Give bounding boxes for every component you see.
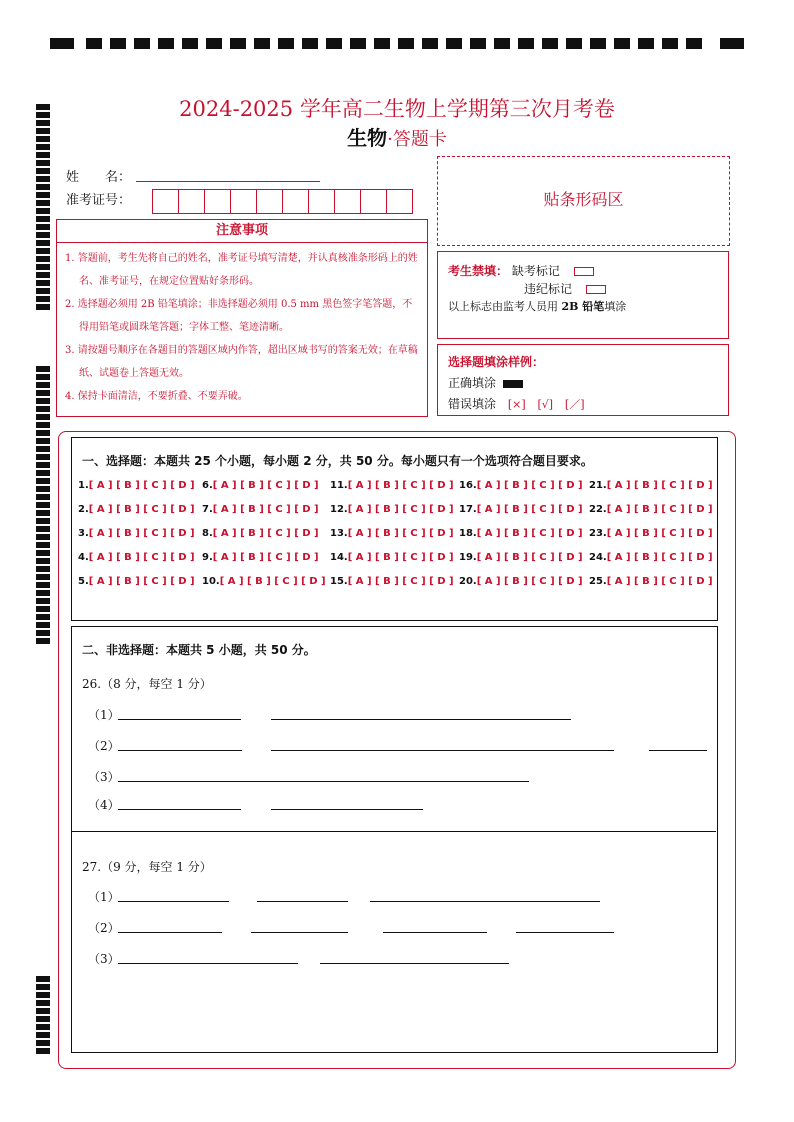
choice-question bbox=[589, 576, 713, 587]
timing-mark bbox=[36, 430, 50, 436]
question-number: 18. bbox=[459, 528, 477, 539]
question-number: 15. bbox=[330, 576, 348, 587]
timing-mark bbox=[36, 152, 50, 158]
q27-title: 27.（9 分，每空 1 分） bbox=[82, 860, 212, 874]
timing-mark bbox=[254, 38, 270, 49]
timing-mark bbox=[36, 374, 50, 380]
timing-mark bbox=[36, 486, 50, 492]
timing-mark bbox=[36, 614, 50, 620]
answer-blank[interactable] bbox=[370, 901, 600, 902]
question-number: 13. bbox=[330, 528, 348, 539]
choice-options[interactable]: [ A ] [ B ] [ C ] [ D ] bbox=[88, 528, 195, 539]
choice-question bbox=[78, 552, 195, 563]
choice-question bbox=[78, 504, 195, 515]
answer-blank[interactable] bbox=[118, 901, 229, 902]
timing-mark bbox=[36, 208, 50, 214]
id-digit-box[interactable] bbox=[335, 190, 361, 213]
choice-options[interactable]: [ A ] [ B ] [ C ] [ D ] bbox=[212, 528, 319, 539]
timing-mark bbox=[36, 1040, 50, 1046]
timing-mark bbox=[36, 454, 50, 460]
answer-blank[interactable] bbox=[118, 781, 529, 782]
timing-mark bbox=[446, 38, 462, 49]
exam-id-boxes[interactable] bbox=[152, 189, 413, 214]
id-digit-box[interactable] bbox=[283, 190, 309, 213]
answer-blank[interactable] bbox=[118, 932, 222, 933]
name-field[interactable] bbox=[136, 180, 320, 182]
q26-part-label: （2） bbox=[88, 739, 120, 753]
timing-mark bbox=[36, 494, 50, 500]
choice-question bbox=[330, 552, 454, 563]
choice-options[interactable]: [ A ] [ B ] [ C ] [ D ] bbox=[347, 480, 454, 491]
choice-question bbox=[202, 480, 319, 491]
timing-mark bbox=[36, 478, 50, 484]
answer-blank[interactable] bbox=[251, 932, 348, 933]
id-digit-box[interactable] bbox=[309, 190, 335, 213]
timing-mark bbox=[36, 200, 50, 206]
choice-options[interactable]: [ A ] [ B ] [ C ] [ D ] bbox=[347, 552, 454, 563]
timing-mark bbox=[36, 510, 50, 516]
id-digit-box[interactable] bbox=[179, 190, 205, 213]
timing-mark bbox=[36, 606, 50, 612]
choice-options[interactable]: [ A ] [ B ] [ C ] [ D ] bbox=[88, 504, 195, 515]
wrong-mark: [√] bbox=[537, 398, 554, 411]
question-number: 8. bbox=[202, 528, 213, 539]
choice-options[interactable]: [ A ] [ B ] [ C ] [ D ] bbox=[606, 552, 713, 563]
q26-title: 26.（8 分，每空 1 分） bbox=[82, 677, 212, 691]
timing-mark bbox=[36, 168, 50, 174]
question-number: 11. bbox=[330, 480, 348, 491]
timing-mark bbox=[134, 38, 150, 49]
question-divider bbox=[71, 831, 716, 832]
question-number: 10. bbox=[202, 576, 220, 587]
timing-mark bbox=[36, 1016, 50, 1022]
notice-item: 3. 请按题号顺序在各题目的答题区域内作答，超出区域书写的答案无效；在草稿纸、试题卷上答题无效。 bbox=[65, 345, 418, 379]
choice-options[interactable]: [ A ] [ B ] [ C ] [ D ] bbox=[212, 504, 319, 515]
question-number: 22. bbox=[589, 504, 607, 515]
choice-options[interactable]: [ A ] [ B ] [ C ] [ D ] bbox=[476, 552, 583, 563]
timing-mark bbox=[36, 192, 50, 198]
choice-options[interactable]: [ A ] [ B ] [ C ] [ D ] bbox=[606, 480, 713, 491]
timing-mark bbox=[36, 280, 50, 286]
name-label: 姓 名： bbox=[66, 170, 132, 185]
answer-blank[interactable] bbox=[118, 719, 241, 720]
timing-mark bbox=[36, 470, 50, 476]
timing-mark bbox=[686, 38, 702, 49]
timing-mark bbox=[158, 38, 174, 49]
timing-mark bbox=[36, 240, 50, 246]
timing-mark bbox=[494, 38, 510, 49]
notice-box bbox=[56, 219, 428, 417]
question-number: 20. bbox=[459, 576, 477, 587]
timing-mark bbox=[36, 502, 50, 508]
timing-mark bbox=[720, 38, 744, 49]
timing-mark bbox=[350, 38, 366, 49]
choice-question bbox=[459, 576, 583, 587]
choice-question bbox=[202, 528, 319, 539]
timing-mark bbox=[36, 1008, 50, 1014]
choice-question bbox=[78, 576, 195, 587]
page-subtitle bbox=[0, 122, 794, 151]
timing-mark bbox=[614, 38, 630, 49]
timing-mark bbox=[36, 638, 50, 644]
timing-mark bbox=[36, 414, 50, 420]
choice-question bbox=[589, 480, 713, 491]
answer-blank[interactable] bbox=[383, 932, 487, 933]
timing-mark bbox=[36, 1024, 50, 1030]
nonchoice-heading: 二、非选择题：本题共 5 小题，共 50 分。 bbox=[82, 643, 316, 657]
id-digit-box[interactable] bbox=[387, 190, 412, 213]
timing-mark bbox=[36, 992, 50, 998]
timing-mark bbox=[36, 984, 50, 990]
timing-mark bbox=[36, 590, 50, 596]
choice-options[interactable]: [ A ] [ B ] [ C ] [ D ] bbox=[347, 576, 454, 587]
timing-mark bbox=[278, 38, 294, 49]
timing-mark bbox=[36, 176, 50, 182]
timing-mark bbox=[422, 38, 438, 49]
timing-mark bbox=[36, 422, 50, 428]
absent-mark-box[interactable] bbox=[574, 267, 594, 276]
answer-blank[interactable] bbox=[516, 932, 614, 933]
notice-heading: 注意事项 bbox=[57, 220, 427, 243]
question-number: 3. bbox=[78, 528, 89, 539]
q27-part-label: （2） bbox=[88, 921, 120, 935]
choice-question bbox=[459, 528, 583, 539]
id-label: 准考证号： bbox=[66, 193, 132, 208]
choice-question bbox=[202, 576, 326, 587]
answer-blank[interactable] bbox=[271, 719, 571, 720]
timing-mark bbox=[36, 534, 50, 540]
question-number: 24. bbox=[589, 552, 607, 563]
timing-mark bbox=[36, 542, 50, 548]
timing-mark bbox=[36, 1032, 50, 1038]
wrong-mark: [／] bbox=[564, 398, 585, 411]
choice-question bbox=[589, 552, 713, 563]
timing-mark bbox=[36, 184, 50, 190]
violation-label: 违纪标记 bbox=[524, 282, 573, 296]
timing-mark bbox=[36, 296, 50, 302]
timing-mark bbox=[36, 574, 50, 580]
question-number: 9. bbox=[202, 552, 213, 563]
choice-options[interactable]: [ A ] [ B ] [ C ] [ D ] bbox=[88, 552, 195, 563]
choice-question bbox=[330, 504, 454, 515]
timing-mark bbox=[36, 304, 50, 310]
timing-mark bbox=[36, 390, 50, 396]
timing-mark bbox=[86, 38, 102, 49]
choice-question bbox=[330, 528, 454, 539]
choice-options[interactable]: [ A ] [ B ] [ C ] [ D ] bbox=[476, 504, 583, 515]
timing-mark bbox=[36, 256, 50, 262]
timing-mark bbox=[36, 406, 50, 412]
question-number: 25. bbox=[589, 576, 607, 587]
question-number: 16. bbox=[459, 480, 477, 491]
wrong-mark: [×] bbox=[507, 398, 526, 411]
q26-part-label: （4） bbox=[88, 798, 120, 812]
question-number: 2. bbox=[78, 504, 89, 515]
timing-mark bbox=[36, 518, 50, 524]
timing-mark bbox=[36, 622, 50, 628]
answer-blank[interactable] bbox=[118, 963, 298, 964]
question-number: 23. bbox=[589, 528, 607, 539]
forbid-note: 以上标志由监考人员用 2B 铅笔填涂 bbox=[448, 300, 627, 313]
timing-mark bbox=[36, 462, 50, 468]
choice-options[interactable]: [ A ] [ B ] [ C ] [ D ] bbox=[88, 576, 195, 587]
answer-blank[interactable] bbox=[257, 901, 348, 902]
answer-blank[interactable] bbox=[649, 750, 707, 751]
timing-mark bbox=[36, 446, 50, 452]
choice-options[interactable]: [ A ] [ B ] [ C ] [ D ] bbox=[347, 504, 454, 515]
barcode-area: 贴条形码区 bbox=[437, 156, 730, 246]
q26-part-label: （3） bbox=[88, 770, 120, 784]
timing-mark bbox=[36, 272, 50, 278]
wrong-label: 错误填涂 bbox=[448, 397, 497, 411]
correct-fill-mark bbox=[503, 380, 523, 388]
q26-part-label: （1） bbox=[88, 708, 120, 722]
question-number: 12. bbox=[330, 504, 348, 515]
timing-mark bbox=[36, 248, 50, 254]
choice-heading: 一、选择题：本题共 25 个小题，每小题 2 分，共 50 分。每小题只有一个选项符合题目要求。 bbox=[82, 454, 593, 468]
question-number: 21. bbox=[589, 480, 607, 491]
timing-mark bbox=[518, 38, 534, 49]
timing-mark bbox=[206, 38, 222, 49]
choice-question bbox=[330, 480, 454, 491]
choice-question bbox=[202, 552, 319, 563]
choice-options[interactable]: [ A ] [ B ] [ C ] [ D ] bbox=[476, 480, 583, 491]
card-type: ·答题卡 bbox=[387, 129, 447, 150]
timing-mark bbox=[110, 38, 126, 49]
timing-mark bbox=[36, 550, 50, 556]
answer-blank[interactable] bbox=[118, 809, 241, 810]
timing-mark bbox=[566, 38, 582, 49]
timing-mark bbox=[542, 38, 558, 49]
choice-options[interactable]: [ A ] [ B ] [ C ] [ D ] bbox=[347, 528, 454, 539]
timing-mark bbox=[36, 264, 50, 270]
question-number: 5. bbox=[78, 576, 89, 587]
timing-mark bbox=[36, 232, 50, 238]
timing-mark bbox=[36, 598, 50, 604]
timing-mark bbox=[36, 216, 50, 222]
answer-blank[interactable] bbox=[118, 750, 242, 751]
timing-mark bbox=[36, 288, 50, 294]
nonchoice-section bbox=[71, 626, 718, 1053]
timing-mark bbox=[470, 38, 486, 49]
timing-mark bbox=[302, 38, 318, 49]
answer-blank[interactable] bbox=[271, 750, 614, 751]
timing-mark bbox=[36, 438, 50, 444]
choice-section bbox=[71, 437, 718, 621]
timing-mark bbox=[36, 566, 50, 572]
question-number: 17. bbox=[459, 504, 477, 515]
timing-mark bbox=[36, 366, 50, 372]
timing-mark bbox=[36, 558, 50, 564]
choice-question bbox=[459, 504, 583, 515]
timing-mark bbox=[662, 38, 678, 49]
id-digit-box[interactable] bbox=[361, 190, 387, 213]
choice-options[interactable]: [ A ] [ B ] [ C ] [ D ] bbox=[219, 576, 326, 587]
timing-mark bbox=[36, 1048, 50, 1054]
timing-mark bbox=[230, 38, 246, 49]
timing-mark bbox=[36, 1000, 50, 1006]
timing-mark bbox=[36, 526, 50, 532]
correct-label: 正确填涂 bbox=[448, 376, 497, 390]
question-number: 19. bbox=[459, 552, 477, 563]
choice-question bbox=[459, 480, 583, 491]
question-number: 14. bbox=[330, 552, 348, 563]
notice-item: 2. 选择题必须用 2B 铅笔填涂；非选择题必须用 0.5 mm 黑色签字笔答题，不得用铅笔或圆珠笔答题；字体工整、笔迹清晰。 bbox=[65, 299, 413, 333]
notice-item: 4. 保持卡面清洁，不要折叠、不要弄破。 bbox=[65, 391, 248, 402]
timing-mark bbox=[36, 160, 50, 166]
choice-options[interactable]: [ A ] [ B ] [ C ] [ D ] bbox=[88, 480, 195, 491]
timing-mark bbox=[36, 224, 50, 230]
top-timing-marks bbox=[50, 38, 744, 50]
choice-question bbox=[330, 576, 454, 587]
timing-mark bbox=[36, 976, 50, 982]
choice-options[interactable]: [ A ] [ B ] [ C ] [ D ] bbox=[606, 528, 713, 539]
subject-name: 生物 bbox=[347, 126, 388, 150]
choice-options[interactable]: [ A ] [ B ] [ C ] [ D ] bbox=[476, 576, 583, 587]
question-number: 6. bbox=[202, 480, 213, 491]
sample-heading: 选择题填涂样例： bbox=[448, 355, 545, 369]
examinee-forbidden-box bbox=[437, 251, 729, 339]
timing-mark bbox=[182, 38, 198, 49]
absent-label: 缺考标记 bbox=[511, 264, 560, 278]
choice-question bbox=[78, 480, 195, 491]
choice-question bbox=[78, 528, 195, 539]
choice-options[interactable]: [ A ] [ B ] [ C ] [ D ] bbox=[476, 528, 583, 539]
timing-mark bbox=[590, 38, 606, 49]
question-number: 1. bbox=[78, 480, 89, 491]
timing-mark bbox=[36, 582, 50, 588]
choice-question bbox=[202, 504, 319, 515]
choice-options[interactable]: [ A ] [ B ] [ C ] [ D ] bbox=[212, 552, 319, 563]
id-digit-box[interactable] bbox=[257, 190, 283, 213]
choice-options[interactable]: [ A ] [ B ] [ C ] [ D ] bbox=[606, 504, 713, 515]
answer-blank[interactable] bbox=[320, 963, 509, 964]
choice-options[interactable]: [ A ] [ B ] [ C ] [ D ] bbox=[212, 480, 319, 491]
violation-mark-box[interactable] bbox=[586, 285, 606, 294]
timing-mark bbox=[36, 398, 50, 404]
timing-mark bbox=[36, 382, 50, 388]
timing-mark bbox=[398, 38, 414, 49]
question-number: 7. bbox=[202, 504, 213, 515]
choice-question bbox=[589, 504, 713, 515]
forbid-label: 考生禁填： bbox=[448, 264, 509, 278]
id-digit-box[interactable] bbox=[231, 190, 257, 213]
question-number: 4. bbox=[78, 552, 89, 563]
choice-question bbox=[589, 528, 713, 539]
id-digit-box[interactable] bbox=[153, 190, 179, 213]
timing-mark bbox=[36, 630, 50, 636]
timing-mark bbox=[638, 38, 654, 49]
id-digit-box[interactable] bbox=[205, 190, 231, 213]
q27-part-label: （1） bbox=[88, 890, 120, 904]
timing-mark bbox=[374, 38, 390, 49]
answer-blank[interactable] bbox=[271, 809, 423, 810]
timing-mark bbox=[326, 38, 342, 49]
page-title: 2024-2025 学年高二生物上学期第三次月考卷 bbox=[179, 97, 615, 121]
choice-options[interactable]: [ A ] [ B ] [ C ] [ D ] bbox=[606, 576, 713, 587]
fill-sample-box bbox=[437, 344, 729, 416]
timing-mark bbox=[50, 38, 74, 49]
q27-part-label: （3） bbox=[88, 952, 120, 966]
notice-item: 1. 答题前，考生先将自己的姓名，准考证号填写清楚，并认真核准条形码上的姓名、准考证号，在规定位置贴好条形码。 bbox=[65, 253, 418, 287]
choice-question bbox=[459, 552, 583, 563]
